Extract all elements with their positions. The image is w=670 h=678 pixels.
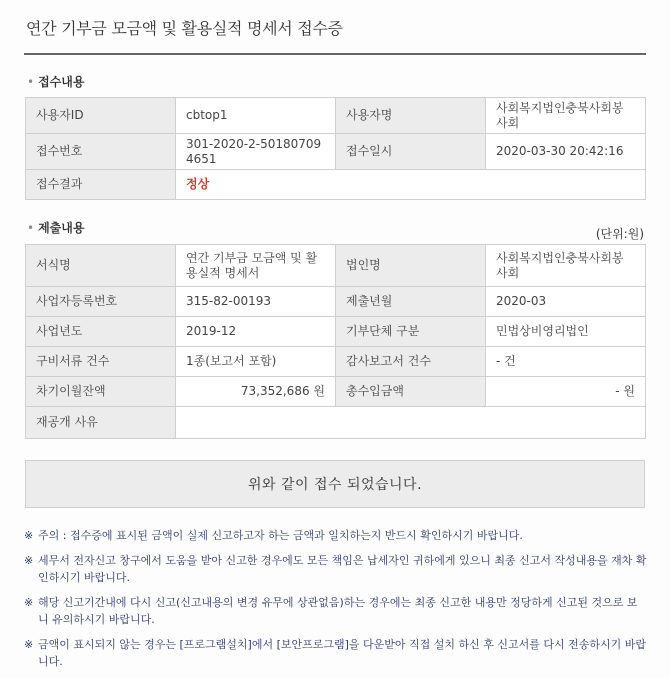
status-badge: 정상 — [186, 177, 210, 191]
reference-mark-icon: ※ — [24, 638, 34, 651]
label-user-name: 사용자명 — [336, 98, 486, 134]
table-row — [26, 347, 646, 377]
receipt-table — [25, 97, 646, 200]
unit-label: (단위:원) — [595, 227, 644, 241]
label-audit-count: 감사보고서 건수 — [336, 347, 486, 377]
value-receipt-number: 301-2020-2-501807094651 — [176, 134, 336, 170]
value-submit-month: 2020-03 — [486, 287, 646, 317]
label-receipt-datetime: 접수일시 — [336, 134, 486, 170]
submission-section-label: • 제출내용 — [27, 221, 85, 235]
reference-mark-icon: ※ — [24, 529, 34, 542]
label-receipt-result: 접수결과 — [26, 170, 176, 200]
label-republish-reason: 재공개 사유 — [26, 407, 176, 439]
label-business-number: 사업자등록번호 — [26, 287, 176, 317]
value-receipt-datetime: 2020-03-30 20:42:16 — [486, 134, 646, 170]
label-receipt-number: 접수번호 — [26, 134, 176, 170]
table-row — [26, 170, 646, 200]
label-corp-name: 법인명 — [336, 245, 486, 287]
title-divider — [24, 53, 646, 55]
label-user-id: 사용자ID — [26, 98, 176, 134]
table-row — [26, 245, 646, 287]
reference-mark-icon: ※ — [24, 596, 34, 609]
label-submit-month: 제출년월 — [336, 287, 486, 317]
label-business-year: 사업년도 — [26, 317, 176, 347]
list-item: ※ 주의 : 접수증에 표시된 금액이 실제 신고하고자 하는 금액과 일치하는지 반드시 확인하시기 바랍니다. — [24, 529, 523, 542]
value-form-name: 연간 기부금 모금액 및 활용실적 명세서 — [176, 245, 336, 287]
table-row — [26, 407, 646, 439]
table-row — [26, 98, 646, 134]
bullet-icon: • — [27, 221, 35, 235]
table-row — [26, 317, 646, 347]
value-republish-reason — [176, 407, 646, 439]
table-row — [26, 377, 646, 407]
value-audit-count: - 건 — [486, 347, 646, 377]
value-business-year: 2019-12 — [176, 317, 336, 347]
label-doc-count: 구비서류 건수 — [26, 347, 176, 377]
table-row — [26, 134, 646, 170]
value-carryover-balance: 73,352,686 원 — [176, 377, 336, 407]
receipt-section-label: • 접수내용 — [27, 75, 85, 89]
value-user-name: 사회복지법인충북사회봉사회 — [486, 98, 646, 134]
value-corp-name: 사회복지법인충북사회봉사회 — [486, 245, 646, 287]
bullet-icon: • — [27, 75, 35, 89]
page-title: 연간 기부금 모금액 및 활용실적 명세서 접수증 — [26, 19, 343, 38]
table-row — [26, 287, 646, 317]
notes-list — [24, 527, 648, 678]
value-doc-count: 1종(보고서 포함) — [176, 347, 336, 377]
value-org-type: 민법상비영리법인 — [486, 317, 646, 347]
value-business-number: 315-82-00193 — [176, 287, 336, 317]
value-total-income: - 원 — [486, 377, 646, 407]
value-user-id: cbtop1 — [176, 98, 336, 134]
submission-table — [25, 244, 646, 439]
reference-mark-icon: ※ — [24, 554, 34, 567]
list-item: ※ 금액이 표시되지 않는 경우는 [프로그램설치]에서 [보안프로그램]을 다운받아 직접 설치 하신 후 신고서를 다시 전송하시기 바랍니다. — [24, 638, 647, 668]
list-item: ※ 세무서 전자신고 창구에서 도움을 받아 신고한 경우에도 모든 책임은 납세자인 귀하에게 있으니 최종 신고서 작성내용을 재차 확인하시기 바랍니다. — [24, 554, 647, 584]
label-form-name: 서식명 — [26, 245, 176, 287]
list-item: ※ 해당 신고기간내에 다시 신고(신고내용의 변경 유무에 상관없음)하는 경우에는 최종 신고한 내용만 정당하게 신고된 것으로 보니 유의하시기 바랍니다. — [24, 596, 638, 626]
confirm-message: 위와 같이 접수 되었습니다. — [25, 460, 645, 508]
label-total-income: 총수입금액 — [336, 377, 486, 407]
label-carryover-balance: 차기이월잔액 — [26, 377, 176, 407]
label-org-type: 기부단체 구분 — [336, 317, 486, 347]
